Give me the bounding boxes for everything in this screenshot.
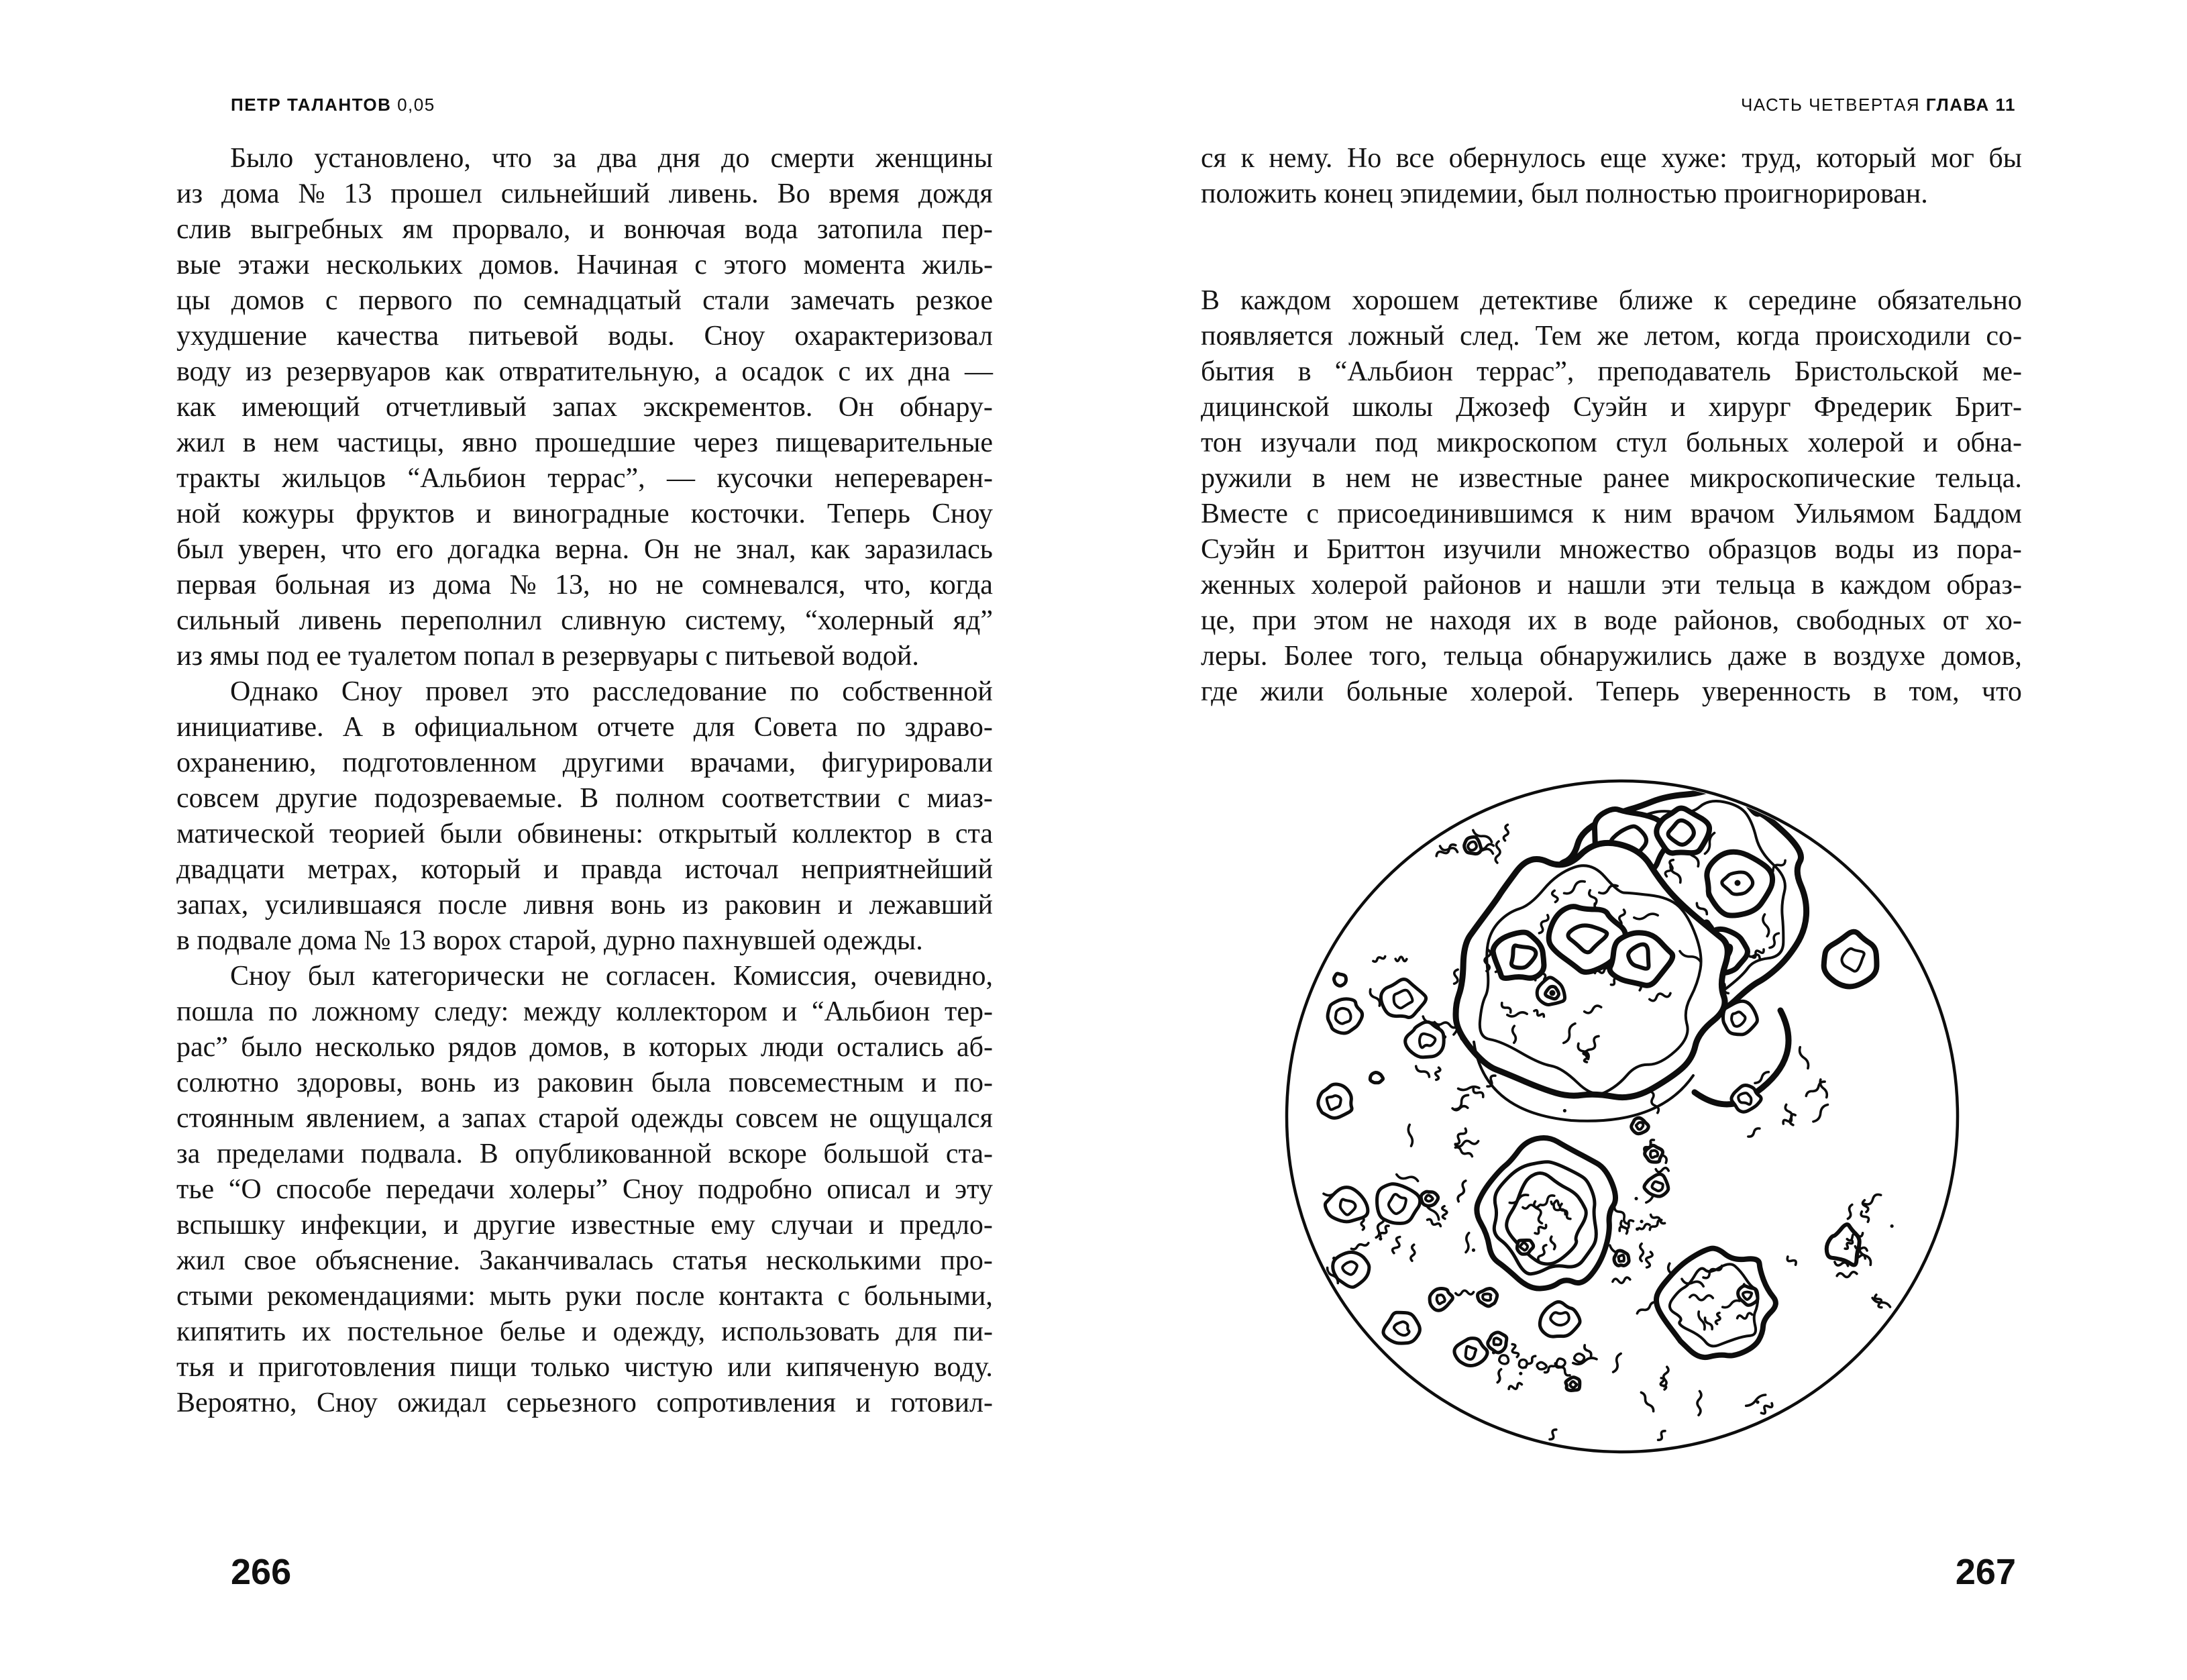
- text-line: В каждом хорошем детективе ближе к середине обязательно: [1201, 285, 2022, 316]
- text-line: солютно здоровы, вонь из раковин была повсеместным и по-: [176, 1067, 993, 1098]
- text-line: ся к нему. Но все обернулось еще хуже: труд, который мог бы: [1201, 143, 2022, 174]
- text-line: вспышку инфекции, и другие известные ему случаи и предло-: [176, 1210, 993, 1241]
- page-number-left: 266: [231, 1552, 292, 1592]
- text-line: сильный ливень переполнил сливную систему, “холерный яд”: [176, 605, 993, 636]
- text-line: слив выгребных ям прорвало, и вонючая вода затопила пер-: [176, 214, 993, 245]
- text-line: из дома № 13 прошел сильнейший ливень. Во время дождя: [176, 178, 993, 209]
- text-line: бытия в “Альбион террас”, преподаватель Бристольской ме-: [1201, 356, 2022, 387]
- text-line: ной кожуры фруктов и виноградные косточки. Теперь Сноу: [176, 498, 993, 529]
- text-line: запах, усилившаяся после ливня вонь из раковин и лежавший: [176, 890, 993, 921]
- text-line: Вместе с присоединившимся к ним врачом Уильямом Баддом: [1201, 498, 2022, 529]
- text-line: появляется ложный след. Тем же летом, когда происходили со-: [1201, 321, 2022, 352]
- text-line: охранению, подготовленном другими врачами, фигурировали: [176, 747, 993, 778]
- text-line: пошла по ложному следу: между коллектором и “Альбион тер-: [176, 996, 993, 1027]
- text-line: положить конец эпидемии, был полностью проигнорирован.: [1201, 178, 1928, 209]
- text-line: стоянным явлением, а запах старой одежды совсем не ощущался: [176, 1103, 993, 1134]
- text-line: Было установлено, что за два дня до смерти женщины: [230, 143, 993, 174]
- text-line: цы домов с первого по семнадцатый стали замечать резкое: [176, 285, 993, 316]
- text-line: ухудшение качества питьевой воды. Сноу охарактеризовал: [176, 321, 993, 352]
- running-header-separator: [391, 95, 397, 115]
- text-line: леры. Более того, тельца обнаружились даже в воздухе домов,: [1201, 641, 2022, 672]
- text-line: кипятить их постельное белье и одежду, использовать для пи-: [176, 1316, 993, 1347]
- text-line: дицинской школы Джозеф Суэйн и хирург Фредерик Брит-: [1201, 392, 2022, 423]
- text-line: был уверен, что его догадка верна. Он не знал, как заразилась: [176, 534, 993, 565]
- running-header-part: ЧАСТЬ ЧЕТВЕРТАЯ: [1740, 95, 1921, 115]
- body-text-left: [176, 142, 993, 1422]
- text-line: ружили в нем не известные ранее микроскопические тельца.: [1201, 463, 2022, 494]
- running-header-book-title: 0,05: [397, 95, 435, 115]
- running-header-author: ПЕТР ТАЛАНТОВ: [231, 95, 392, 115]
- text-line: тье “О способе передачи холеры” Сноу подробно описал и эту: [176, 1174, 993, 1205]
- text-line: Однако Сноу провел это расследование по собственной: [230, 676, 993, 707]
- text-line: двадцати метрах, который и правда источал неприятнейший: [176, 854, 993, 885]
- text-line: за пределами подвала. В опубликованной вскоре большой ста-: [176, 1139, 993, 1169]
- running-header-left: [231, 95, 435, 115]
- running-header-separator: [1920, 95, 1926, 115]
- text-line: Сноу был категорически не согласен. Комиссия, очевидно,: [230, 961, 993, 992]
- right-page: [1094, 0, 2187, 1680]
- text-line: в подвале дома № 13 ворох старой, дурно пахнувшей одежды.: [176, 925, 923, 956]
- text-line: рас” было несколько рядов домов, в которых люди остались аб-: [176, 1032, 993, 1063]
- text-line: первая больная из дома № 13, но не сомневался, что, когда: [176, 570, 993, 600]
- text-line: жил свое объяснение. Заканчивалась статья несколькими про-: [176, 1245, 993, 1276]
- text-line: стыми рекомендациями: мыть руки после контакта с больными,: [176, 1281, 993, 1312]
- text-line: жил в нем частицы, явно прошедшие через пищеварительные: [176, 427, 993, 458]
- text-line: из ямы под ее туалетом попал в резервуары с питьевой водой.: [176, 641, 919, 672]
- text-line: тья и приготовления пищи только чистую или кипяченую воду.: [176, 1352, 993, 1383]
- text-line: тракты жильцов “Альбион террас”, — кусочки непереварен-: [176, 463, 993, 494]
- text-line: инициативе. А в официальном отчете для Совета по здраво-: [176, 712, 993, 743]
- running-header-chapter: ГЛАВА 11: [1925, 95, 2016, 115]
- text-line: как имеющий отчетливый запах экскрементов. Он обнару-: [176, 392, 993, 423]
- text-line: це, при этом не находя их в воде районов, свободных от хо-: [1201, 605, 2022, 636]
- text-line: матической теорией были обвинены: открытый коллектор в ста: [176, 819, 993, 849]
- paragraph-gap: [1201, 213, 2022, 284]
- text-line: женных холерой районов и нашли эти тельца в каждом образ-: [1201, 570, 2022, 600]
- text-line: Суэйн и Бриттон изучили множество образцов воды из пора-: [1201, 534, 2022, 565]
- text-line: где жили больные холерой. Теперь уверенность в том, что: [1201, 676, 2022, 707]
- text-line: тон изучали под микроскопом стул больных холерой и обна-: [1201, 427, 2022, 458]
- running-header-right: [1741, 95, 2016, 115]
- text-line: воду из резервуаров как отвратительную, а осадок с их дна —: [176, 356, 993, 387]
- text-line: совсем другие подозреваемые. В полном соответствии с миаз-: [176, 783, 993, 814]
- microscope-illustration: [1283, 777, 1962, 1456]
- text-line: Вероятно, Сноу ожидал серьезного сопротивления и готовил-: [176, 1387, 993, 1418]
- body-text-right: [1201, 142, 2022, 711]
- page-number-right: 267: [1955, 1552, 2016, 1592]
- text-line: вые этажи нескольких домов. Начиная с этого момента жиль-: [176, 250, 993, 280]
